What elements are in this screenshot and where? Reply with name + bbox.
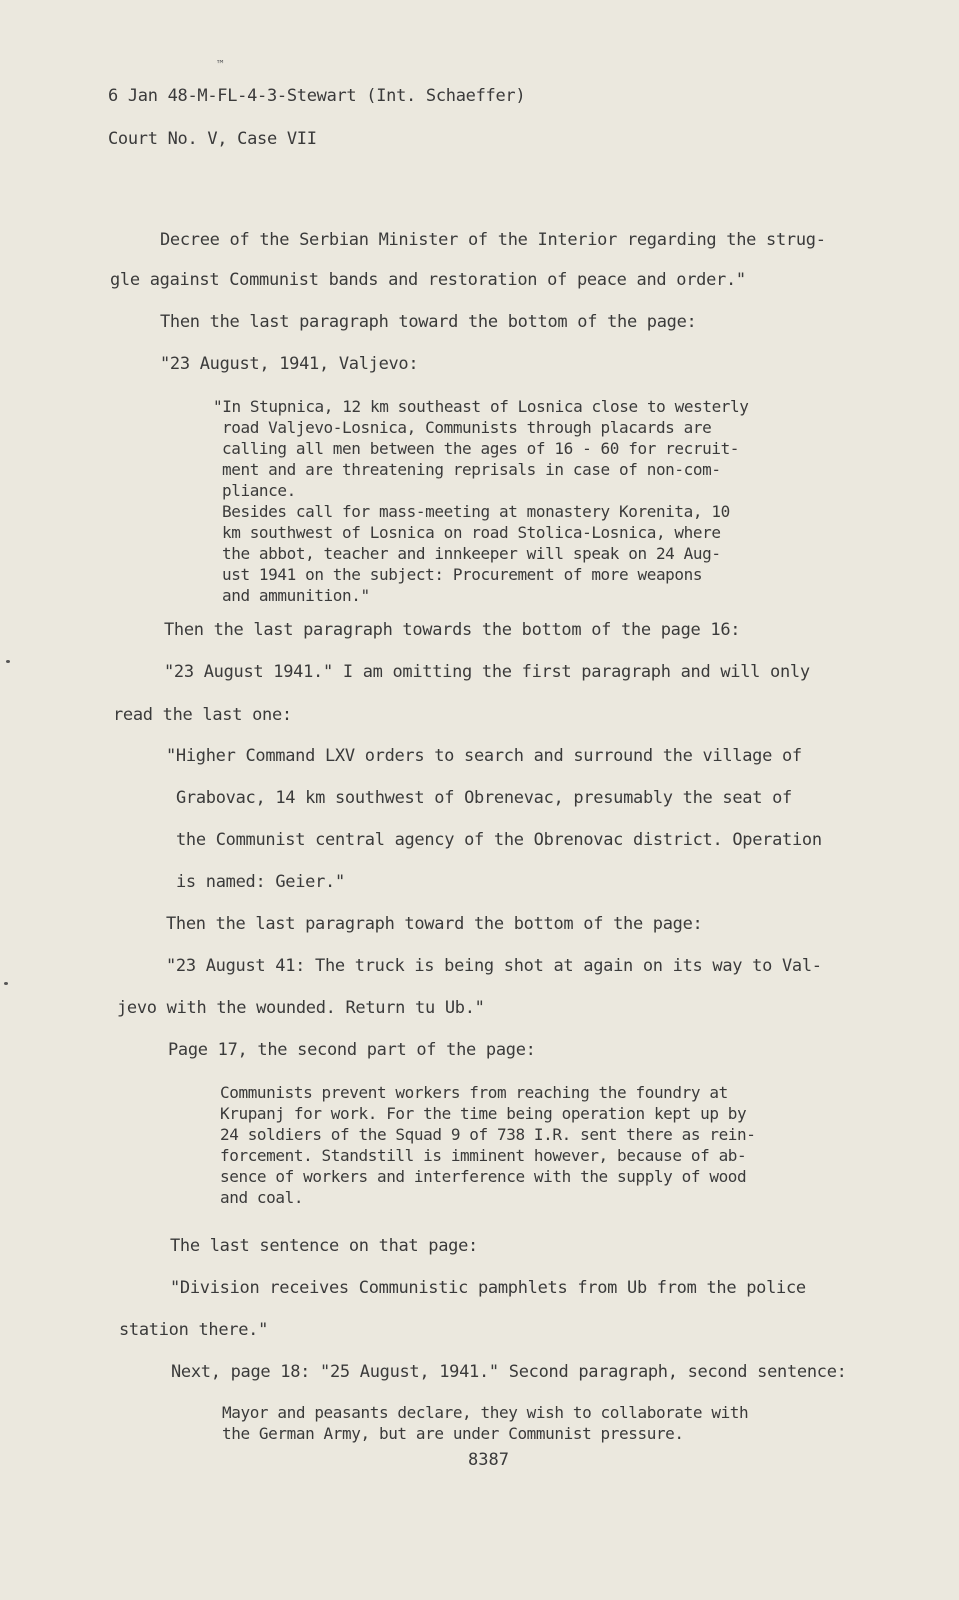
margin-speck: [4, 982, 8, 985]
paragraph-truck-line1: "23 August 41: The truck is being shot at again on its way to Val-: [166, 956, 822, 976]
quote-line: pliance.: [222, 481, 296, 500]
quote-line: sence of workers and interference with the supply of wood: [220, 1167, 747, 1186]
paragraph-division-line2: station there.": [119, 1320, 269, 1340]
quote-line: ment and are threatening reprisals in case of non-com-: [222, 460, 721, 479]
quote-line: road Valjevo-Losnica, Communists through placards are: [222, 418, 712, 437]
paragraph-omit-line2: read the last one:: [113, 705, 292, 725]
paragraph-command-line4: is named: Geier.": [176, 872, 345, 892]
paragraph-command-line3: the Communist central agency of the Obrenovac district. Operation: [176, 830, 822, 850]
quote-line: Mayor and peasants declare, they wish to collaborate with: [222, 1403, 749, 1422]
paragraph-intro-1: Then the last paragraph toward the bottom of the page:: [160, 312, 697, 332]
quote-line: Besides call for mass-meeting at monastery Korenita, 10: [222, 502, 730, 521]
quote-line: calling all men between the ages of 16 - 60 for recruit-: [222, 439, 740, 458]
margin-speck: [6, 660, 10, 663]
paragraph-date-valjevo: "23 August, 1941, Valjevo:: [160, 354, 419, 374]
quote-block-stupnica: [213, 396, 749, 606]
paragraph-command-line1: "Higher Command LXV orders to search and surround the village of: [166, 746, 802, 766]
quote-line: the German Army, but are under Communist pressure.: [222, 1424, 684, 1443]
paragraph-intro-3: Then the last paragraph toward the bottom of the page:: [166, 914, 703, 934]
paragraph-page18: Next, page 18: "25 August, 1941." Second paragraph, second sentence:: [171, 1362, 847, 1382]
paragraph-last-sentence: The last sentence on that page:: [170, 1236, 478, 1256]
paragraph-intro-2: Then the last paragraph towards the bottom of the page 16:: [164, 620, 741, 640]
quote-line: 24 soldiers of the Squad 9 of 738 I.R. sent there as rein-: [220, 1125, 756, 1144]
quote-line: the abbot, teacher and innkeeper will speak on 24 Aug-: [222, 544, 721, 563]
quote-block-mayor: [222, 1402, 748, 1444]
quote-line: "In Stupnica, 12 km southeast of Losnica close to westerly: [213, 397, 749, 416]
paragraph-page17: Page 17, the second part of the page:: [168, 1040, 536, 1060]
paragraph-decree-line2: gle against Communist bands and restoration of peace and order.": [110, 270, 746, 290]
quote-line: and ammunition.": [222, 586, 370, 605]
quote-line: ust 1941 on the subject: Procurement of more weapons: [222, 565, 703, 584]
paragraph-truck-line2: jevo with the wounded. Return tu Ub.": [117, 998, 485, 1018]
paragraph-omit-line1: "23 August 1941." I am omitting the first paragraph and will only: [164, 662, 810, 682]
header-court: Court No. V, Case VII: [108, 129, 317, 149]
quote-line: Communists prevent workers from reaching the foundry at: [220, 1083, 728, 1102]
quote-line: forcement. Standstill is imminent however, because of ab-: [220, 1146, 747, 1165]
paragraph-decree-line1: Decree of the Serbian Minister of the Interior regarding the strug-: [160, 230, 826, 250]
header-reference: 6 Jan 48-M-FL-4-3-Stewart (Int. Schaeffer): [108, 86, 526, 106]
quote-line: Krupanj for work. For the time being operation kept up by: [220, 1104, 747, 1123]
quote-block-krupanj: [220, 1082, 756, 1208]
quote-line: km southwest of Losnica on road Stolica-Losnica, where: [222, 523, 721, 542]
top-mark: ™: [217, 58, 224, 71]
quote-line: and coal.: [220, 1188, 304, 1207]
paragraph-division-line1: "Division receives Communistic pamphlets from Ub from the police: [170, 1278, 806, 1298]
paragraph-command-line2: Grabovac, 14 km southwest of Obrenevac, presumably the seat of: [176, 788, 792, 808]
page-number: 8387: [468, 1450, 509, 1470]
